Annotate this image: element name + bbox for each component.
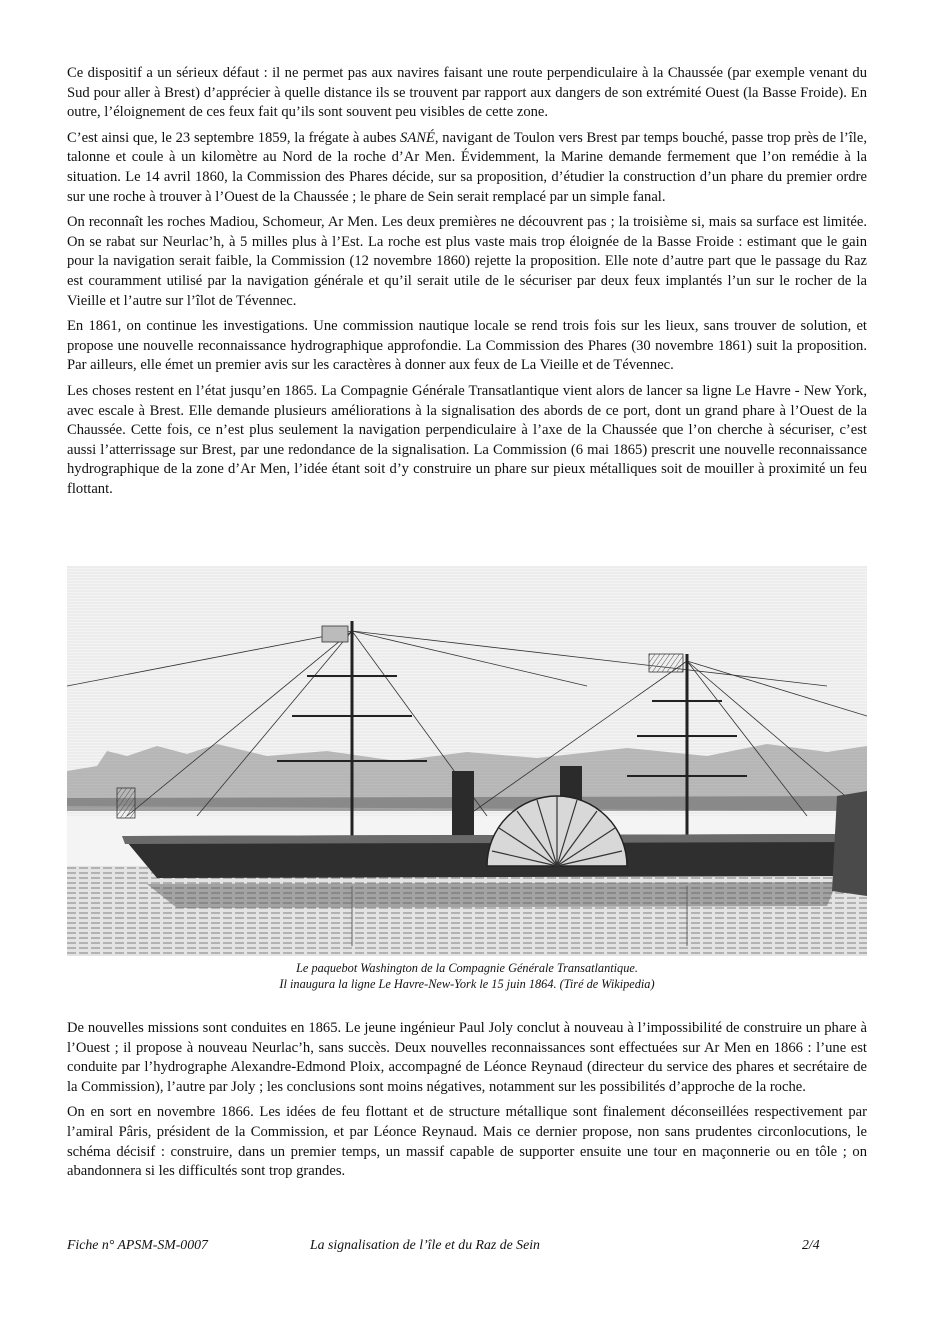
paragraph-3: On reconnaît les roches Madiou, Schomeur, Ar Men. Les deux premières ne découvrent pas ; la troisième si, mais sa surface est limitée. On se rabat sur Neurlac’h, à 5 milles plus à l’Est. La roche est plus vaste mais trop éloignée de la Basse Froide : estimant que le gain pour la navigation serait faible, la Commission (12 novembre 1860) rejette la proposition. Elle note d’autre part que le passage du Raz est couramment utilisé par la navigation générale et qu’il serait utile de le sécuriser par deux feux implantés l’un sur le rocher de la Vieille et l’autre sur l’îlot de Tévennec. — [67, 214, 867, 309]
caption-line-1: Le paquebot Washington de la Compagnie Générale Transatlantique. — [296, 961, 638, 975]
text-column-top — [67, 64, 867, 505]
paragraph-4: En 1861, on continue les investigations. Une commission nautique locale se rend trois fois sur les lieux, sans trouver de solution, et propose une nouvelle reconnaissance hydrographique approfondie. La Commission des Phares (30 novembre 1861) suit la proposition. Par ailleurs, elle émet un premier avis sur les caractères à donner aux feux de La Vieille et de Tévennec. — [67, 318, 867, 374]
paragraph-1: Ce dispositif a un sérieux défaut : il ne permet pas aux navires faisant une route perpendiculaire à la Chaussée (par exemple venant du Sud pour aller à Brest) d’apprécier à quelle distance ils se trouvent par rapport aux dangers de son extrémité Ouest (la Basse Froide). En outre, l’éloignement de ces feux fait qu’ils sont souvent peu visibles de cette zone. — [67, 65, 867, 121]
text-column-bottom — [67, 1019, 867, 1188]
paragraph-6: De nouvelles missions sont conduites en 1865. Le jeune ingénieur Paul Joly conclut à nouveau à l’impossibilité de construire un phare à l’Ouest ; il propose à nouveau Neurlac’h, sans succès. Deux nouvelles reconnaissances sont effectuées sur Ar Men en 1866 : l’une est conduite par l’hydrographe Alexandre-Edmond Ploix, accompagné de Léonce Reynaud (directeur du service des phares et secrétaire de la Commission), l’autre par Joly ; les conclusions sont moins négatives, notamment sur les possibilités d’approche de la roche. — [67, 1020, 867, 1095]
paragraph-2: C’est ainsi que, le 23 septembre 1859, la frégate à aubes SANÉ, navigant de Toulon vers Brest par temps bouché, passe trop près de l’île, talonne et coule à un kilomètre au Nord de la roche d’Ar Men. Évidemment, la Marine demande fermement que l’on remédie à la situation. Le 14 avril 1860, la Commission des Phares décide, sur sa proposition, d’étudier la construction d’un phare du premier ordre sur une roche à trouver à l’Ouest de la Chaussée ; le phare de Sein serait remplacé par un simple fanal. — [67, 129, 867, 205]
paddle-steamer-illustration — [67, 566, 867, 956]
footer-title: La signalisation de l’île et du Raz de Sein — [310, 1237, 540, 1252]
footer-reference: Fiche n° APSM-SM-0007 — [67, 1237, 208, 1252]
ship-engraving-figure — [67, 566, 867, 956]
page-number: 2/4 — [802, 1237, 820, 1252]
ship-name-sane: SANÉ — [400, 129, 435, 146]
caption-line-2: Il inaugura la ligne Le Havre-New-York le 15 juin 1864. (Tiré de Wikipedia) — [279, 977, 655, 991]
page-footer — [67, 1237, 867, 1257]
paragraph-7: On en sort en novembre 1866. Les idées de feu flottant et de structure métallique sont finalement déconseillées respectivement par l’amiral Pâris, président de la Commission, et par Léonce Reynaud. Mais ce dernier propose, non sans prudentes circonlocutions, le schéma décisif : construire, dans un premier temps, un massif capable de supporter ensuite une tour en maçonnerie ou en tôle ; on abandonnera si les difficultés sont trop grandes. — [67, 1104, 867, 1180]
figure-caption — [67, 960, 867, 992]
paragraph-5: Les choses restent en l’état jusqu’en 1865. La Compagnie Générale Transatlantique vient alors de lancer sa ligne Le Havre - New York, avec escale à Brest. Elle demande plusieurs améliorations à la signalisation des abords de ce port, dont un grand phare à l’Ouest de la Chaussée. Cette fois, ce n’est plus seulement la navigation perpendiculaire à l’axe de la Chaussée que l’on cherche à sécuriser, c’est aussi l’atterrissage sur Brest, par une redondance de la signalisation. La Commission (6 mai 1865) prescrit une nouvelle reconnaissance hydrographique de la zone d’Ar Men, l’idée étant soit d’y construire un phare sur pieux métalliques soit de mouiller à proximité un feu flottant. — [67, 382, 867, 497]
